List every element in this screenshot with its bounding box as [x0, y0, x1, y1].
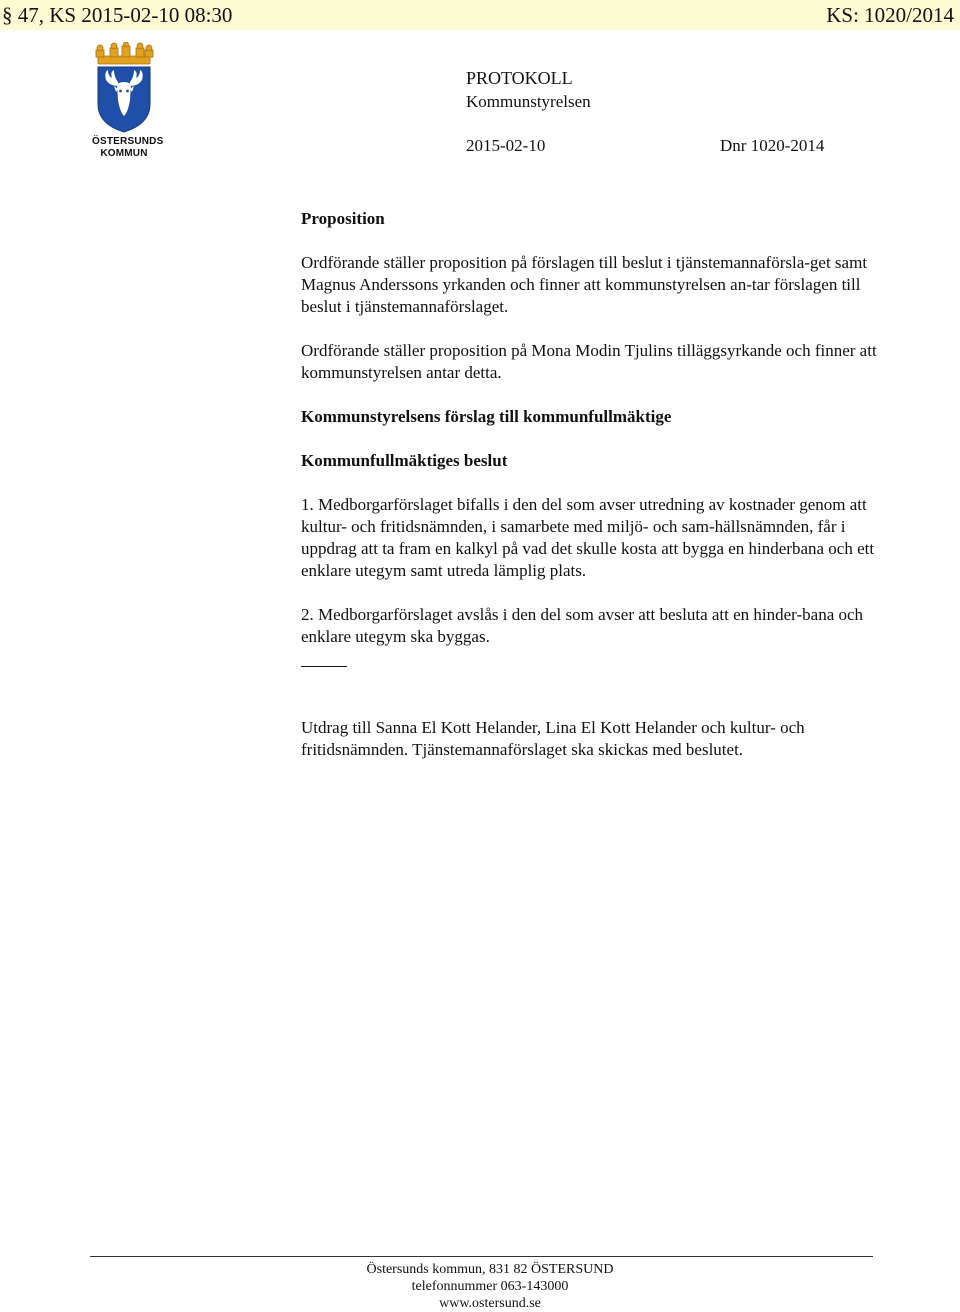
decision-item-2: 2. Medborgarförslaget avslås i den del som avser att besluta att en hinder-bana och enklare utegym ska byggas.: [301, 605, 864, 646]
paragraph-proposition-2: Ordförande ställer proposition på Mona Modin Tjulins tilläggsyrkande och finner att kommunstyrelsen antar detta.: [301, 341, 877, 382]
extract-paragraph: Utdrag till Sanna El Kott Helander, Lina El Kott Helander och kultur- och fritidsnämnden. Tjänstemannaförslaget ska skickas med beslutet.: [301, 718, 805, 759]
subheading-proposal: Kommunstyrelsens förslag till kommunfullmäktige: [301, 407, 672, 426]
paragraph-proposition-1: Ordförande ställer proposition på förslagen till beslut i tjänstemannaförsla-get samt Magnus Anderssons yrkanden och finner att kommunstyrelsen an-tar förslagen till beslut i tjänstemannaförslaget.: [301, 253, 868, 316]
separator-line: [301, 666, 347, 667]
header-case-number: KS: 1020/2014: [826, 3, 954, 27]
footer: [290, 1261, 690, 1312]
logo-text-line1: ÖSTERSUNDS: [92, 136, 164, 147]
footer-divider: [90, 1256, 873, 1257]
document-dnr: Dnr 1020-2014: [720, 136, 825, 155]
footer-address: Östersunds kommun, 831 82 ÖSTERSUND: [366, 1262, 614, 1277]
document-content: [301, 208, 881, 761]
logo-text-line2: KOMMUN: [100, 148, 148, 159]
section-heading: Proposition: [301, 209, 385, 228]
subheading-decision: Kommunfullmäktiges beslut: [301, 451, 508, 470]
footer-website: www.ostersund.se: [439, 1296, 541, 1311]
coat-of-arms-icon: [92, 42, 156, 134]
document-date: 2015-02-10: [466, 136, 546, 155]
header-bar: [0, 0, 960, 30]
municipality-logo: [92, 42, 164, 160]
footer-phone: telefonnummer 063-143000: [411, 1279, 569, 1294]
decision-item-1: 1. Medborgarförslaget bifalls i den del som avser utredning av kostnader genom att kultur- och fritidsnämnden, i samarbete med miljö- och sam-hällsnämnden, får i uppdrag att ta fram en kalkyl på vad det skulle kosta att bygga en hinderbana och ett enklare utegym samt utreda lämplig plats.: [301, 495, 875, 580]
document-type: PROTOKOLL: [466, 68, 573, 88]
header-section-ref: § 47, KS 2015-02-10 08:30: [2, 3, 233, 27]
document-body: Kommunstyrelsen: [466, 92, 591, 111]
